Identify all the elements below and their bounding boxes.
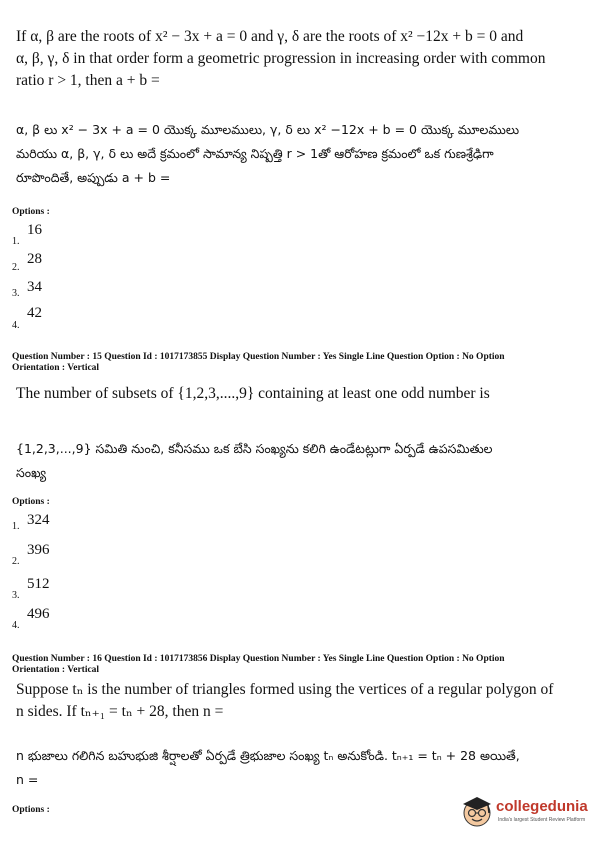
q16-te-line-2: n = [16,772,39,787]
q15-option-2-value[interactable]: 396 [27,542,50,558]
collegedunia-logo [460,792,590,832]
q14-te-line-3: రూపొందితే, అప్పుడు a + b = [16,170,171,185]
q14-en-line-3: ratio r > 1, then a + b = [16,72,160,89]
logo-tagline: India's largest Student Review Platform [498,817,586,823]
q16-en-line-1: Suppose tₙ is the number of triangles formed using the vertices of a regular polygon of [16,681,554,698]
q15-option-4-number: 4. [12,620,20,631]
q14-options-label: Options : [12,207,50,217]
q14-option-1-number: 1. [12,236,20,247]
q15-te-line-2: సంఖ్య [16,465,47,480]
q14-te-line-1: α, β లు x² − 3x + a = 0 యొక్క మూలములు, γ, δ లు x² −12x + b = 0 యొక్క మూలములు [16,122,520,137]
q14-option-1-value[interactable]: 16 [27,222,42,238]
q15-option-4-value[interactable]: 496 [27,606,50,622]
q14-option-4-number: 4. [12,320,20,331]
q14-option-2-number: 2. [12,262,20,273]
q15-option-3-value[interactable]: 512 [27,576,50,592]
q14-option-2-value[interactable]: 28 [27,251,42,267]
logo-wordmark: collegedunia [496,798,588,815]
q16-meta-line-1: Question Number : 16 Question Id : 1017173856 Display Question Number : Yes Single Line Question Option : No Option [12,654,505,664]
q15-option-2-number: 2. [12,556,20,567]
q15-meta-line-1: Question Number : 15 Question Id : 1017173855 Display Question Number : Yes Single Line Question Option : No Option [12,352,505,362]
q16-meta-line-2: Orientation : Vertical [12,665,100,675]
q14-te-line-2: మరియు α, β, γ, δ లు అదే క్రమంలో సామాన్య నిష్పత్తి r > 1తో ఆరోహణ క్రమంలో ఒక గుణశ్రేఢిగా [16,146,494,161]
q14-en-line-1: If α, β are the roots of x² − 3x + a = 0 and γ, δ are the roots of x² −12x + b = 0 and [16,28,524,45]
q15-option-1-number: 1. [12,521,20,532]
q16-options-label: Options : [12,805,50,815]
q16-en-line-2: n sides. If tₙ₊₁ = tₙ + 28, then n = [16,703,224,720]
q15-option-3-number: 3. [12,590,20,601]
q15-te-line-1: {1,2,3,...,9} సమితి నుంచి, కనీసము ఒక బేసి సంఖ్యను కలిగి ఉండేటట్లుగా ఏర్పడే ఉపసమితుల [16,441,493,456]
q14-option-3-number: 3. [12,288,20,299]
q15-en-line-1: The number of subsets of {1,2,3,....,9} containing at least one odd number is [16,385,490,402]
q15-option-1-value[interactable]: 324 [27,512,50,528]
q14-option-3-value[interactable]: 34 [27,279,42,295]
q15-options-label: Options : [12,497,50,507]
q14-option-4-value[interactable]: 42 [27,305,42,321]
q15-meta-line-2: Orientation : Vertical [12,363,100,373]
q16-te-line-1: n భుజాలు గలిగిన బహుభుజి శీర్షాలతో ఏర్పడే త్రిభుజాల సంఖ్య tₙ అనుకోండి. tₙ₊₁ = tₙ + 28 అయితే, [16,748,520,763]
student-mascot-icon [460,794,494,830]
q14-en-line-2: α, β, γ, δ in that order form a geometric progression in increasing order with common [16,50,546,67]
